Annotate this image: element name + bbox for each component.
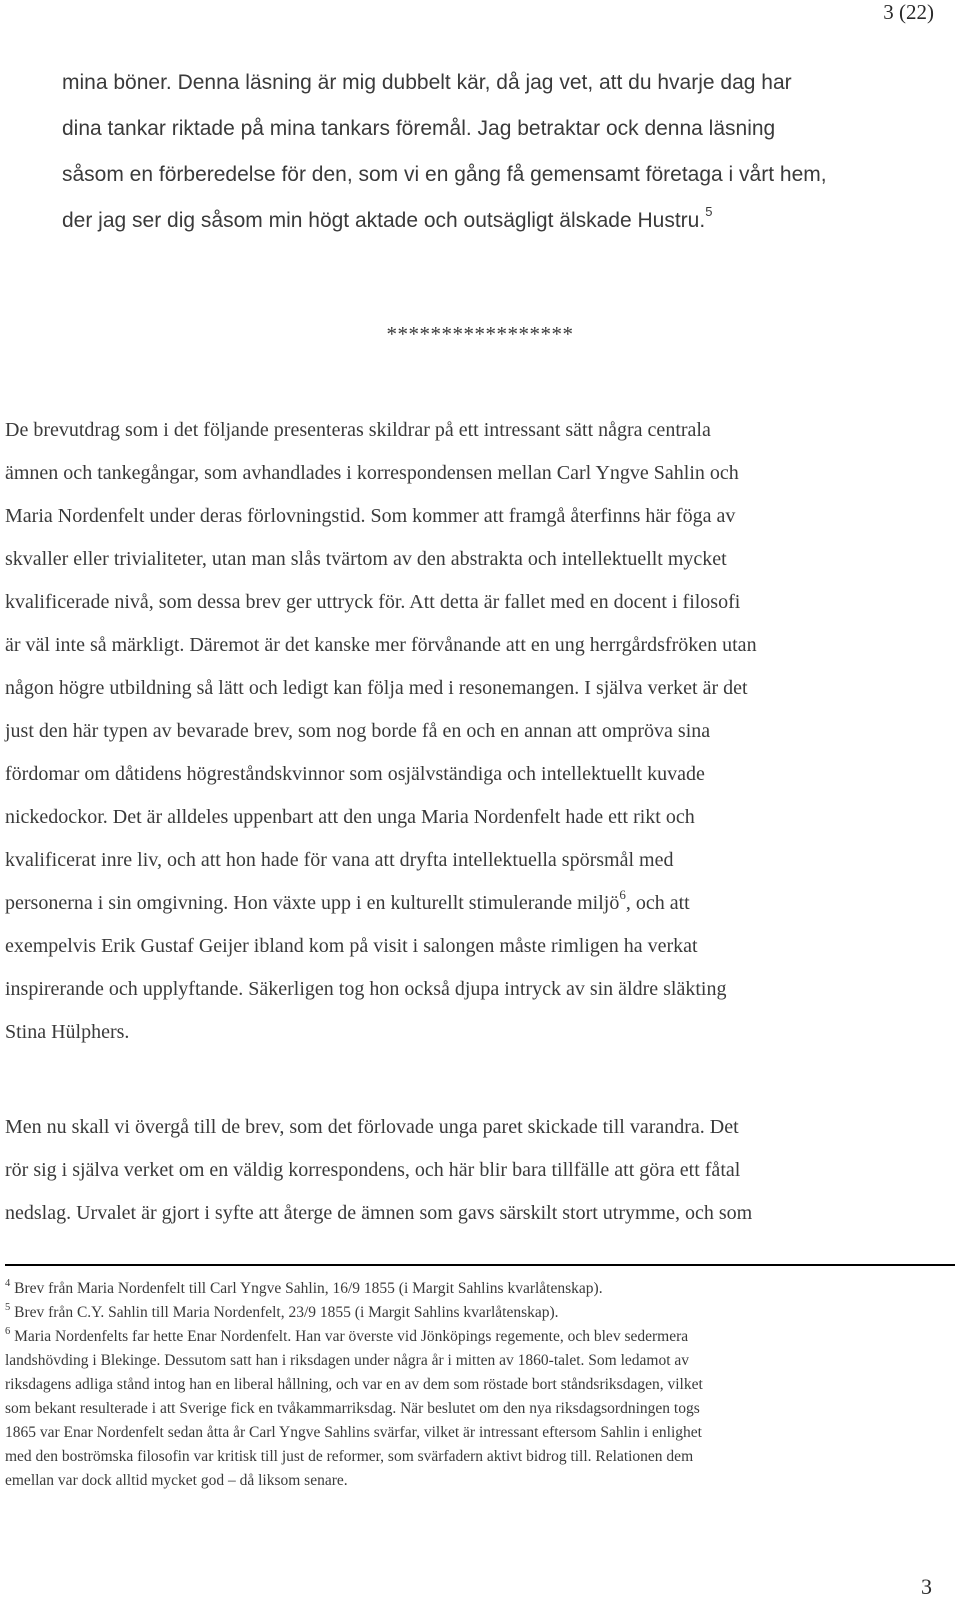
footnote-marker: 5	[5, 1302, 11, 1313]
paragraph-line-text: , och att	[625, 892, 690, 914]
page-number: 3	[921, 1574, 932, 1599]
paragraph-line: Maria Nordenfelt under deras förlovningstid. Som kommer att framgå återfinns här föga av	[5, 505, 736, 527]
footnote-6-continuation: riksdagens adliga stånd intog han en liberal hållning, och var en av dem som röstade bort ståndsriksdagen, vilket	[5, 1376, 703, 1393]
quoted-letter-excerpt	[62, 60, 942, 244]
paragraph-line: exempelvis Erik Gustaf Geijer ibland kom på visit i salongen måste rimligen ha verkat	[5, 935, 698, 957]
quote-line-text: der jag ser dig såsom min högt aktade och outsägligt älskade Hustru.	[62, 209, 706, 232]
body-paragraph-1	[5, 409, 960, 1054]
footnote-marker: 6	[5, 1326, 11, 1337]
paragraph-line: nickedockor. Det är alldeles uppenbart att den unga Maria Nordenfelt hade ett rikt och	[5, 806, 695, 828]
quote-line: mina böner. Denna läsning är mig dubbelt kär, då jag vet, att du hvarje dag har	[62, 71, 792, 94]
body-paragraph-2	[5, 1106, 960, 1235]
paragraph-line: ämnen och tankegångar, som avhandlades i korrespondensen mellan Carl Yngve Sahlin och	[5, 462, 739, 484]
section-separator: *****************	[386, 322, 574, 346]
paragraph-line: är väl inte så märkligt. Däremot är det kanske mer förvånande att en ung herrgårdsfröken utan	[5, 634, 757, 656]
paragraph-line: rör sig i själva verket om en väldig korrespondens, och här blir bara tillfälle att göra ett fåtal	[5, 1159, 741, 1181]
paragraph-line: De brevutdrag som i det följande presenteras skildrar på ett intressant sätt några centrala	[5, 419, 711, 441]
footnote-6-continuation: 1865 var Enar Nordenfelt sedan åtta år Carl Yngve Sahlins svärfar, vilket är intressant eftersom Sahlin i enlighet	[5, 1424, 702, 1441]
footnote-ref-6[interactable]: 6	[619, 887, 626, 902]
paragraph-line: nedslag. Urvalet är gjort i syfte att återge de ämnen som gavs särskilt stort utrymme, och som	[5, 1202, 753, 1224]
page-indicator: 3 (22)	[883, 0, 934, 24]
paragraph-line: skvaller eller trivialiteter, utan man slås tvärtom av den abstrakta och intellektuellt mycket	[5, 548, 727, 570]
footnote-6	[5, 1325, 950, 1349]
footnote-text: Brev från C.Y. Sahlin till Maria Nordenfelt, 23/9 1855 (i Margit Sahlins kvarlåtenskap).	[14, 1304, 559, 1321]
paragraph-line: fördomar om dåtidens högreståndskvinnor som osjälvständiga och intellektuellt kuvade	[5, 763, 705, 785]
footnote-text: Brev från Maria Nordenfelt till Carl Yngve Sahlin, 16/9 1855 (i Margit Sahlins kvarlåtenskap).	[14, 1280, 603, 1297]
quote-line-last	[62, 198, 942, 244]
footnote-divider	[5, 1264, 955, 1266]
paragraph-line: Men nu skall vi övergå till de brev, som det förlovade unga paret skickade till varandra. Det	[5, 1116, 739, 1138]
paragraph-line: Stina Hülphers.	[5, 1021, 130, 1043]
footnote-6-continuation: som bekant resulterade i att Sverige fick en tvåkammarriksdag. När beslutet om den nya riksdagsordningen togs	[5, 1400, 700, 1417]
footnote-ref-5[interactable]: 5	[705, 204, 713, 219]
footnote-4	[5, 1277, 950, 1301]
footnote-marker: 4	[5, 1278, 11, 1289]
paragraph-line: kvalificerade nivå, som dessa brev ger uttryck för. Att detta är fallet med en docent i filosofi	[5, 591, 741, 613]
footnote-5	[5, 1301, 950, 1325]
paragraph-line: just den här typen av bevarade brev, som nog borde få en och en annan att ompröva sina	[5, 720, 711, 742]
quote-line: såsom en förberedelse för den, som vi en gång få gemensamt företaga i vårt hem,	[62, 163, 827, 186]
footnote-6-continuation: emellan var dock alltid mycket god – då liksom senare.	[5, 1472, 348, 1489]
paragraph-line-text: personerna i sin omgivning. Hon växte upp i en kulturellt stimulerande miljö	[5, 892, 620, 914]
paragraph-line: inspirerande och upplyftande. Säkerligen tog hon också djupa intryck av sin äldre släkting	[5, 978, 727, 1000]
paragraph-line: kvalificerat inre liv, och att hon hade för vana att dryfta intellektuella spörsmål med	[5, 849, 674, 871]
paragraph-line: någon högre utbildning så lätt och ledigt kan följa med i resonemangen. I själva verket är det	[5, 677, 748, 699]
footnote-text: Maria Nordenfelts far hette Enar Nordenfelt. Han var överste vid Jönköpings regemente, och blev sedermera	[14, 1328, 689, 1345]
footnote-6-continuation: landshövding i Blekinge. Dessutom satt han i riksdagen under några år i mitten av 1860-talet. Som ledamot av	[5, 1352, 690, 1369]
footnote-6-continuation: med den boströmska filosofin var kritisk till just de reformer, som svärfadern aktivt bidrog till. Relationen dem	[5, 1448, 694, 1465]
paragraph-line-with-ref	[5, 882, 960, 925]
footnotes	[5, 1277, 950, 1493]
quote-line: dina tankar riktade på mina tankars föremål. Jag betraktar ock denna läsning	[62, 117, 776, 140]
